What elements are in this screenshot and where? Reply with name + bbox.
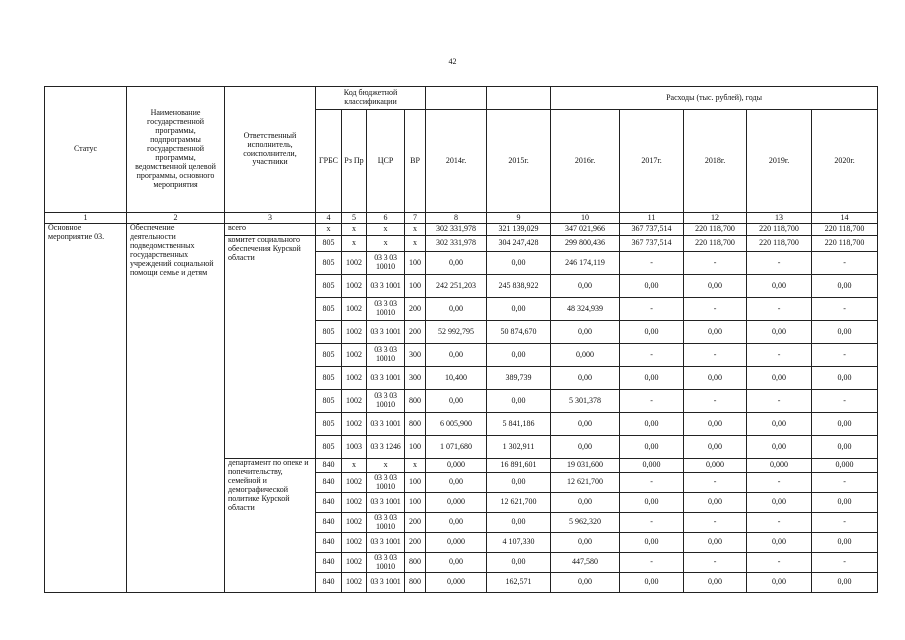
cell-amount: 0,000	[426, 493, 487, 513]
cell-amount: 0,00	[551, 493, 620, 513]
cell-vr: 300	[405, 367, 426, 390]
cell-vr: 800	[405, 413, 426, 436]
cell-csr: 03 3 1001	[367, 275, 405, 298]
cell-amount: -	[747, 252, 812, 275]
cell-amount: 5 962,320	[551, 513, 620, 533]
cell-amount: 0,00	[620, 321, 684, 344]
cell-vr: 200	[405, 321, 426, 344]
cell-amount: 367 737,514	[620, 224, 684, 236]
header-expenses: Расходы (тыс. рублей), годы	[551, 87, 878, 110]
cell-amount: -	[620, 390, 684, 413]
cell-rzpr: 1002	[342, 493, 367, 513]
cell-amount: 0,00	[620, 573, 684, 593]
cell-amount: -	[812, 344, 878, 367]
cell-amount: 0,00	[812, 436, 878, 459]
cell-amount: 0,00	[426, 473, 487, 493]
column-number: 1	[45, 213, 127, 224]
cell-amount: 304 247,428	[487, 236, 551, 252]
cell-amount: -	[812, 553, 878, 573]
cell-rzpr: 1002	[342, 390, 367, 413]
cell-rzpr: 1002	[342, 298, 367, 321]
cell-amount: 162,571	[487, 573, 551, 593]
cell-amount: 0,00	[551, 436, 620, 459]
cell-amount: 0,00	[426, 513, 487, 533]
cell-amount: -	[747, 513, 812, 533]
cell-amount: 0,00	[487, 344, 551, 367]
cell-vr: 300	[405, 344, 426, 367]
cell-vr: 200	[405, 513, 426, 533]
cell-amount: 0,00	[812, 413, 878, 436]
cell-amount: -	[684, 553, 747, 573]
cell-amount: 220 118,700	[812, 236, 878, 252]
cell-amount: 1 302,911	[487, 436, 551, 459]
cell-vr: 800	[405, 390, 426, 413]
cell-amount: -	[620, 473, 684, 493]
cell-amount: 302 331,978	[426, 236, 487, 252]
cell-amount: 0,00	[812, 275, 878, 298]
executor-department: департамент по опеке и попечительству, семейной и демографической политике Курской области	[225, 459, 316, 593]
cell-csr: х	[367, 459, 405, 473]
cell-amount: -	[812, 298, 878, 321]
cell-amount: 0,000	[426, 459, 487, 473]
header-rzpr: Рз Пр	[342, 110, 367, 213]
header-empty-2	[487, 87, 551, 110]
cell-amount: 347 021,966	[551, 224, 620, 236]
cell-amount: 16 891,601	[487, 459, 551, 473]
cell-rzpr: 1002	[342, 513, 367, 533]
cell-amount: -	[812, 252, 878, 275]
cell-amount: 220 118,700	[812, 224, 878, 236]
cell-amount: 0,00	[487, 298, 551, 321]
cell-vr: 100	[405, 473, 426, 493]
cell-amount: 0,00	[684, 413, 747, 436]
cell-amount: 245 838,922	[487, 275, 551, 298]
cell-amount: 0,00	[684, 275, 747, 298]
cell-csr: 03 3 03 10010	[367, 390, 405, 413]
cell-amount: 0,00	[747, 321, 812, 344]
cell-amount: -	[812, 513, 878, 533]
table-body	[45, 224, 878, 593]
cell-vr: х	[405, 236, 426, 252]
cell-amount: -	[620, 344, 684, 367]
cell-amount: 0,00	[551, 533, 620, 553]
cell-csr: х	[367, 236, 405, 252]
cell-grbs: 840	[316, 459, 342, 473]
cell-amount: -	[684, 344, 747, 367]
cell-csr: 03 3 1001	[367, 573, 405, 593]
cell-vr: х	[405, 224, 426, 236]
cell-rzpr: 1002	[342, 344, 367, 367]
cell-csr: 03 3 1001	[367, 321, 405, 344]
program-name-cell: Обеспечение деятельности подведомственных государственных учреждений социальной помощи семье и детям	[127, 224, 225, 593]
cell-vr: 100	[405, 436, 426, 459]
cell-amount: 0,000	[812, 459, 878, 473]
cell-amount: -	[620, 298, 684, 321]
cell-rzpr: х	[342, 224, 367, 236]
cell-amount: -	[684, 473, 747, 493]
cell-amount: 0,00	[551, 413, 620, 436]
column-number: 12	[684, 213, 747, 224]
cell-csr: х	[367, 224, 405, 236]
cell-amount: 0,00	[747, 493, 812, 513]
header-year: 2020г.	[812, 110, 878, 213]
cell-grbs: 840	[316, 553, 342, 573]
cell-amount: 19 031,600	[551, 459, 620, 473]
cell-amount: 389,739	[487, 367, 551, 390]
cell-amount: 302 331,978	[426, 224, 487, 236]
cell-amount: 0,00	[620, 533, 684, 553]
cell-amount: 220 118,700	[747, 224, 812, 236]
cell-amount: 0,000	[747, 459, 812, 473]
header-name: Наименование государственной программы, подпрограммы государственной программы, ведомственной целевой программы, основного мероприятия	[127, 87, 225, 213]
header-status: Статус	[45, 87, 127, 213]
column-number: 5	[342, 213, 367, 224]
cell-vr: 200	[405, 533, 426, 553]
cell-rzpr: 1002	[342, 367, 367, 390]
cell-amount: 367 737,514	[620, 236, 684, 252]
cell-rzpr: х	[342, 459, 367, 473]
cell-amount: 0,00	[684, 367, 747, 390]
cell-grbs: х	[316, 224, 342, 236]
cell-rzpr: 1002	[342, 413, 367, 436]
cell-amount: -	[684, 513, 747, 533]
cell-amount: 0,00	[620, 413, 684, 436]
cell-amount: 0,000	[426, 533, 487, 553]
header-year: 2016г.	[551, 110, 620, 213]
cell-amount: 0,00	[426, 344, 487, 367]
cell-grbs: 805	[316, 344, 342, 367]
cell-amount: 5 841,186	[487, 413, 551, 436]
cell-csr: 03 3 03 10010	[367, 553, 405, 573]
cell-amount: 0,00	[812, 493, 878, 513]
cell-vr: 800	[405, 573, 426, 593]
cell-amount: 246 174,119	[551, 252, 620, 275]
cell-grbs: 840	[316, 513, 342, 533]
cell-amount: 6 005,900	[426, 413, 487, 436]
cell-amount: 0,00	[487, 553, 551, 573]
column-number: 8	[426, 213, 487, 224]
cell-rzpr: х	[342, 236, 367, 252]
cell-amount: 0,00	[426, 298, 487, 321]
cell-grbs: 805	[316, 252, 342, 275]
header-vr: ВР	[405, 110, 426, 213]
cell-amount: 0,000	[426, 573, 487, 593]
column-number-row	[45, 213, 878, 224]
column-number: 9	[487, 213, 551, 224]
cell-amount: -	[684, 252, 747, 275]
cell-amount: 299 800,436	[551, 236, 620, 252]
cell-amount: -	[620, 252, 684, 275]
cell-csr: 03 3 1246	[367, 436, 405, 459]
cell-grbs: 840	[316, 573, 342, 593]
cell-amount: 0,00	[812, 367, 878, 390]
column-number: 14	[812, 213, 878, 224]
cell-rzpr: 1002	[342, 252, 367, 275]
cell-amount: -	[812, 390, 878, 413]
header-row-1	[45, 87, 878, 110]
column-number: 13	[747, 213, 812, 224]
cell-rzpr: 1002	[342, 473, 367, 493]
cell-amount: 0,00	[747, 413, 812, 436]
cell-vr: 100	[405, 493, 426, 513]
header-executor: Ответственный исполнитель, соисполнители, участники	[225, 87, 316, 213]
cell-amount: 0,00	[684, 573, 747, 593]
cell-amount: 0,00	[487, 513, 551, 533]
cell-csr: 03 3 03 10010	[367, 252, 405, 275]
cell-csr: 03 3 03 10010	[367, 473, 405, 493]
column-number: 2	[127, 213, 225, 224]
cell-grbs: 805	[316, 298, 342, 321]
cell-amount: -	[747, 553, 812, 573]
cell-amount: 0,00	[620, 436, 684, 459]
header-csr: ЦСР	[367, 110, 405, 213]
cell-rzpr: 1002	[342, 533, 367, 553]
status-cell: Основное мероприятие 03.	[45, 224, 127, 593]
cell-amount: 5 301,378	[551, 390, 620, 413]
header-empty-1	[426, 87, 487, 110]
cell-amount: 0,00	[684, 493, 747, 513]
cell-amount: -	[747, 344, 812, 367]
cell-amount: -	[684, 390, 747, 413]
cell-amount: -	[747, 473, 812, 493]
cell-amount: 0,00	[487, 473, 551, 493]
cell-amount: 0,00	[620, 493, 684, 513]
cell-grbs: 805	[316, 236, 342, 252]
cell-amount: 1 071,680	[426, 436, 487, 459]
header-year: 2017г.	[620, 110, 684, 213]
cell-rzpr: 1002	[342, 321, 367, 344]
cell-amount: 321 139,029	[487, 224, 551, 236]
cell-amount: 220 118,700	[747, 236, 812, 252]
column-number: 10	[551, 213, 620, 224]
cell-amount: 220 118,700	[684, 236, 747, 252]
cell-amount: 50 874,670	[487, 321, 551, 344]
cell-amount: 10,400	[426, 367, 487, 390]
cell-csr: 03 3 03 10010	[367, 344, 405, 367]
cell-amount: 12 621,700	[551, 473, 620, 493]
cell-grbs: 840	[316, 473, 342, 493]
column-number: 6	[367, 213, 405, 224]
cell-amount: 4 107,330	[487, 533, 551, 553]
cell-vr: 100	[405, 252, 426, 275]
cell-rzpr: 1002	[342, 573, 367, 593]
cell-csr: 03 3 03 10010	[367, 513, 405, 533]
header-budget-code: Код бюджетной классификации	[316, 87, 426, 110]
cell-amount: 0,00	[620, 367, 684, 390]
cell-amount: -	[620, 513, 684, 533]
cell-rzpr: 1002	[342, 275, 367, 298]
budget-table	[44, 86, 878, 593]
cell-grbs: 805	[316, 367, 342, 390]
cell-grbs: 805	[316, 436, 342, 459]
cell-amount: 0,00	[487, 390, 551, 413]
column-number: 4	[316, 213, 342, 224]
cell-grbs: 805	[316, 275, 342, 298]
cell-vr: 800	[405, 553, 426, 573]
cell-rzpr: 1003	[342, 436, 367, 459]
executor-total: всего	[225, 224, 316, 236]
cell-csr: 03 3 03 10010	[367, 298, 405, 321]
cell-amount: -	[747, 298, 812, 321]
header-year: 2019г.	[747, 110, 812, 213]
total-row	[45, 224, 878, 236]
header-grbs: ГРБС	[316, 110, 342, 213]
cell-amount: 447,580	[551, 553, 620, 573]
column-number: 3	[225, 213, 316, 224]
cell-csr: 03 3 1001	[367, 413, 405, 436]
cell-amount: 0,00	[551, 367, 620, 390]
cell-amount: 0,00	[620, 275, 684, 298]
header-year: 2015г.	[487, 110, 551, 213]
cell-amount: 0,00	[747, 367, 812, 390]
cell-amount: 0,000	[684, 459, 747, 473]
column-number: 11	[620, 213, 684, 224]
cell-amount: 0,00	[747, 275, 812, 298]
cell-amount: 0,00	[747, 533, 812, 553]
cell-amount: 0,00	[684, 321, 747, 344]
cell-amount: 0,00	[551, 275, 620, 298]
cell-amount: -	[620, 553, 684, 573]
cell-amount: 0,00	[812, 321, 878, 344]
cell-amount: 0,00	[426, 252, 487, 275]
cell-amount: 220 118,700	[684, 224, 747, 236]
cell-amount: 0,00	[487, 252, 551, 275]
page-number: 42	[448, 57, 457, 66]
cell-vr: 100	[405, 275, 426, 298]
cell-amount: 0,000	[620, 459, 684, 473]
cell-amount: 0,00	[426, 390, 487, 413]
cell-amount: 0,000	[551, 344, 620, 367]
cell-amount: 0,00	[812, 533, 878, 553]
cell-amount: 48 324,939	[551, 298, 620, 321]
cell-amount: 242 251,203	[426, 275, 487, 298]
cell-amount: 0,00	[426, 553, 487, 573]
column-number: 7	[405, 213, 426, 224]
cell-amount: 0,00	[551, 321, 620, 344]
executor-committee: комитет социального обеспечения Курской области	[225, 236, 316, 459]
cell-vr: х	[405, 459, 426, 473]
cell-amount: -	[747, 390, 812, 413]
cell-grbs: 805	[316, 390, 342, 413]
cell-csr: 03 3 1001	[367, 367, 405, 390]
cell-csr: 03 3 1001	[367, 533, 405, 553]
cell-amount: -	[684, 298, 747, 321]
cell-amount: -	[812, 473, 878, 493]
cell-grbs: 840	[316, 493, 342, 513]
cell-vr: 200	[405, 298, 426, 321]
cell-amount: 0,00	[684, 533, 747, 553]
cell-amount: 0,00	[684, 436, 747, 459]
cell-amount: 0,00	[551, 573, 620, 593]
cell-grbs: 805	[316, 413, 342, 436]
cell-csr: 03 3 1001	[367, 493, 405, 513]
cell-rzpr: 1002	[342, 553, 367, 573]
cell-amount: 0,00	[747, 573, 812, 593]
cell-amount: 0,00	[747, 436, 812, 459]
header-year: 2018г.	[684, 110, 747, 213]
cell-grbs: 840	[316, 533, 342, 553]
cell-amount: 52 992,795	[426, 321, 487, 344]
header-year: 2014г.	[426, 110, 487, 213]
cell-grbs: 805	[316, 321, 342, 344]
cell-amount: 12 621,700	[487, 493, 551, 513]
cell-amount: 0,00	[812, 573, 878, 593]
